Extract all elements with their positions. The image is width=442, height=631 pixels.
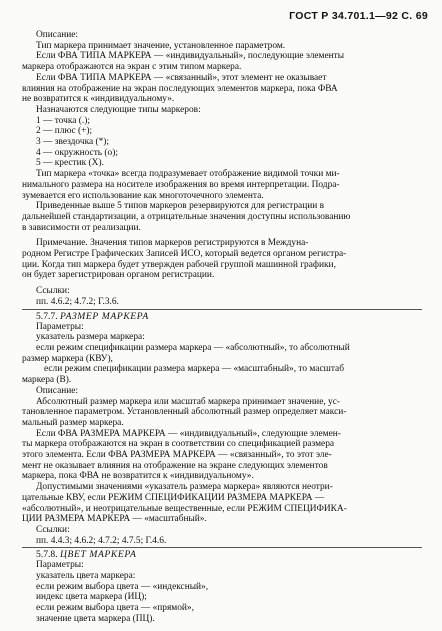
- marker-size-body: [22, 322, 428, 525]
- text-line: Параметры:: [36, 321, 84, 332]
- text-line: пп. 4.4.3; 4.6.2; 4.7.2; 4.7.5; Г.4.6.: [36, 535, 167, 546]
- text-line: 5 — крестик (X).: [36, 158, 104, 169]
- text-line: Приведенные выше 5 типов маркеров резервируются для регистрации в: [36, 201, 325, 212]
- text-line: не возвратится к «индивидуальному».: [22, 94, 175, 105]
- text-line: родном Регистре Графических Записей ИСО, который ведется органом регистра-: [22, 249, 347, 260]
- text-line: ции. Когда тип маркера будет утвержден рабочей группой машинной графики,: [22, 259, 336, 270]
- text-line: 1 — точка (.);: [36, 115, 90, 126]
- text-line: Допустимыми значениями «указатель размера маркера» являются неотри-: [36, 482, 333, 493]
- text-line: Описание:: [36, 30, 79, 40]
- text-line: указатель размера маркера:: [36, 332, 145, 343]
- text-line: указатель цвета маркера:: [36, 571, 136, 582]
- text-line: мальный размер маркера.: [22, 417, 124, 428]
- text-line: 2 — плюс (+);: [36, 126, 93, 137]
- text-line: дальнейшей стандартизации, а отрицательные значения доступны использованию: [22, 211, 351, 222]
- text-line: если режим спецификации размера маркера — «масштабный», то масштаб: [44, 364, 344, 375]
- text-line: он будет зарегистрирован органом регистрации.: [22, 270, 215, 281]
- text-line: зумевается его использование как многоточечного элемента.: [22, 190, 264, 201]
- text-line: «абсолютный», и неотрицательные вещественные, если РЕЖИМ СПЕЦИФИКА-: [22, 503, 347, 514]
- text-line: значение цвета маркера (ПЦ).: [36, 613, 155, 624]
- section-title: ЦВЕТ МАРКЕРА: [60, 549, 137, 561]
- text-line: индекс цвета маркера (ИЦ);: [36, 592, 147, 603]
- text-line: размер маркера (КВУ),: [22, 353, 113, 364]
- text-line: Описание:: [36, 385, 79, 396]
- text-line: маркера отображаются на экран с этим типом маркера.: [22, 62, 242, 73]
- page-header: ГОСТ Р 34.701.1—92 С. 69: [289, 10, 428, 22]
- text-line: если режим спецификации размера маркера — «абсолютный», то абсолютный: [36, 342, 350, 353]
- text-line: пп. 4.6.2; 4.7.2; Г.3.6.: [36, 296, 119, 307]
- text-line: если режим выбора цвета — «прямой»,: [36, 603, 194, 614]
- text-line: этого элемента. Если ФВА РАЗМЕРА МАРКЕРА — «связанный», то этот эле-: [22, 450, 332, 461]
- text-line: если режим выбора цвета — «индексный»,: [36, 581, 209, 592]
- text-line: 3 — звездочка (*);: [36, 137, 110, 148]
- section-divider: [22, 309, 422, 310]
- section-number: 5.7.7.: [36, 310, 58, 322]
- text-line: Ссылки:: [36, 286, 70, 297]
- text-line: Если ФВА РАЗМЕРА МАРКЕРА — «индивидуальный», следующие элемен-: [36, 428, 341, 439]
- text-line: тановленное параметром. Установленный абсолютный размер определяет макси-: [22, 407, 347, 418]
- text-line: ты маркера отображаются на экран в соответствии со спецификацией размера: [22, 439, 335, 450]
- text-line: Если ФВА ТИПА МАРКЕРА — «индивидуальный», последующие элементы: [36, 51, 345, 62]
- section-heading-marker-size: [22, 311, 428, 322]
- section-number: 5.7.8.: [36, 549, 58, 561]
- text-line: Ссылки:: [36, 524, 70, 535]
- section-divider: [22, 547, 422, 548]
- text-line: Параметры:: [36, 560, 84, 571]
- note-paragraph: [22, 238, 428, 281]
- text-line: Назначаются следующие типы маркеров:: [36, 104, 201, 115]
- text-line: мент не оказывает влияния на отображение на экране следующих элементов: [22, 460, 328, 471]
- references-block-1: [22, 286, 428, 307]
- text-line: ЦИИ РАЗМЕРА МАРКЕРА — «масштабный».: [22, 514, 207, 525]
- text-line: цательные КВУ, если РЕЖИМ СПЕЦИФИКАЦИИ РАЗМЕРА МАРКЕРА —: [22, 492, 325, 503]
- text-line: маркера, пока ФВА не возвратится к «индивидуальному».: [22, 471, 254, 482]
- text-line: маркера (В).: [22, 375, 72, 386]
- text-line: Тип маркера «точка» всегда подразумевает отображение видимой точки ми-: [36, 169, 340, 180]
- section-title: РАЗМЕР МАРКЕРА: [60, 310, 149, 322]
- text-line: Абсолютный размер маркера или масштаб маркера принимает значение, ус-: [36, 396, 341, 407]
- references-block-2: [22, 525, 428, 546]
- section-heading-marker-color: [22, 549, 428, 560]
- text-line: 4 — окружность (о);: [36, 147, 118, 158]
- marker-color-body: [22, 560, 428, 624]
- marker-type-description: [22, 30, 428, 233]
- text-line: в зависимости от реализации.: [22, 222, 141, 233]
- text-line: Тип маркера принимает значение, установленное параметром.: [36, 40, 286, 51]
- text-line: Если ФВА ТИПА МАРКЕРА — «связанный», этот элемент не оказывает: [36, 72, 327, 83]
- text-line: нимального размера на носителе изображения во время интерпретации. Подра-: [22, 179, 340, 190]
- text-line: Примечание. Значения типов маркеров регистрируются в Междуна-: [36, 238, 309, 249]
- text-line: влияния на отображение на экран последующих элементов маркера, пока ФВА: [22, 83, 338, 94]
